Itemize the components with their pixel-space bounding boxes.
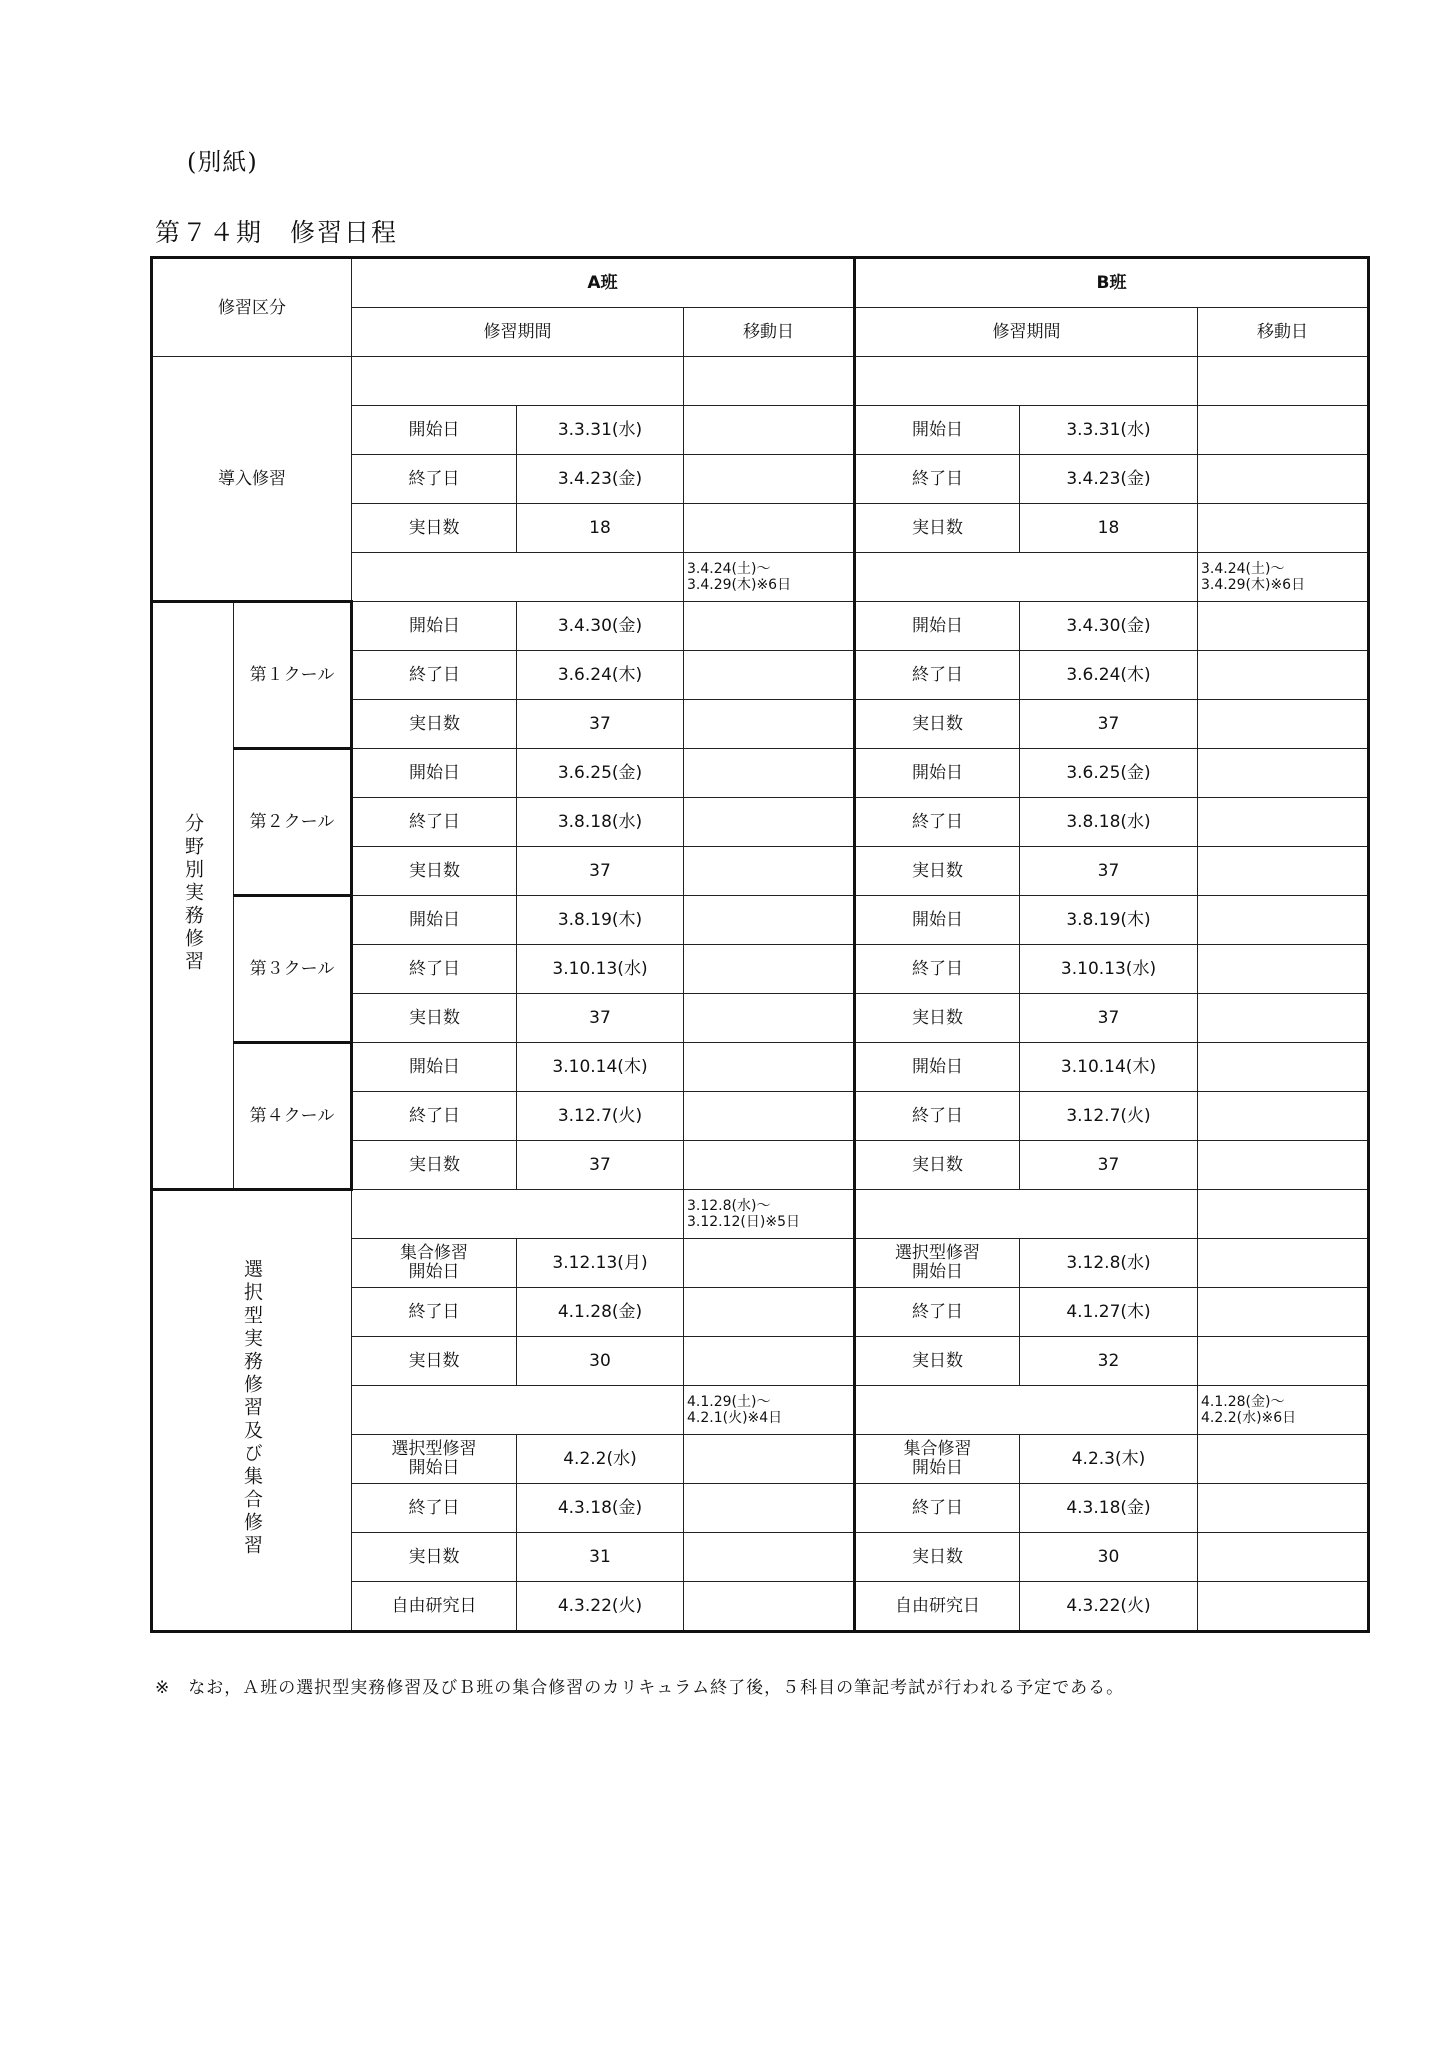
label-end: 終了日 — [352, 945, 517, 994]
label-days: 実日数 — [352, 994, 517, 1043]
cool-4-b-days: 37 — [1020, 1141, 1198, 1190]
cool-4-b-end: 3.12.7(火) — [1020, 1092, 1198, 1141]
selective-a2-days: 31 — [517, 1533, 684, 1582]
selective-a-move2: 4.1.29(土)～ 4.2.1(火)※4日 — [684, 1386, 855, 1435]
label-end: 終了日 — [855, 455, 1020, 504]
label-end: 終了日 — [855, 1092, 1020, 1141]
selective-a1-end: 4.1.28(金) — [517, 1288, 684, 1337]
cool-3-b-end: 3.10.13(水) — [1020, 945, 1198, 994]
selective-b1-label: 選択型修習 開始日 — [855, 1239, 1020, 1288]
selective-label: 選択型実務修習及び集合修習 — [241, 1258, 263, 1558]
label-end: 終了日 — [855, 798, 1020, 847]
cool-4-a-start: 3.10.14(木) — [517, 1043, 684, 1092]
intro-b-days: 18 — [1020, 504, 1198, 553]
selective-a2-end: 4.3.18(金) — [517, 1484, 684, 1533]
selective-b1-end: 4.1.27(木) — [1020, 1288, 1198, 1337]
label-days: 実日数 — [352, 847, 517, 896]
cool-1-b-end: 3.6.24(木) — [1020, 651, 1198, 700]
intro-b-start: 3.3.31(水) — [1020, 406, 1198, 455]
label-days: 実日数 — [855, 1141, 1020, 1190]
label-days: 実日数 — [855, 1337, 1020, 1386]
intro-b-move: 3.4.24(土)～ 3.4.29(木)※6日 — [1198, 553, 1369, 602]
cool-2-b-start: 3.6.25(金) — [1020, 749, 1198, 798]
cool-1-label: 第１クール — [234, 602, 352, 749]
label-start: 開始日 — [855, 406, 1020, 455]
footnote: ※ なお，Ａ班の選択型実務修習及びＢ班の集合修習のカリキュラム終了後，５科目の筆記考試が行われる予定である。 — [155, 1678, 1125, 1698]
selective-a2-label: 選択型修習 開始日 — [352, 1435, 517, 1484]
selective-b-free: 4.3.22(火) — [1020, 1582, 1198, 1632]
intro-a-move: 3.4.24(土)～ 3.4.29(木)※6日 — [684, 553, 855, 602]
label-start: 開始日 — [352, 406, 517, 455]
cool-2-b-days: 37 — [1020, 847, 1198, 896]
label-days: 実日数 — [855, 847, 1020, 896]
label-start: 開始日 — [352, 602, 517, 651]
selective-label-cell — [152, 1190, 352, 1632]
label-start: 開始日 — [855, 602, 1020, 651]
field-label-cell — [152, 602, 234, 1190]
cool-3-a-days: 37 — [517, 994, 684, 1043]
field-label: 分野別実務修習 — [182, 812, 204, 974]
label-end: 終了日 — [855, 651, 1020, 700]
cool-1-a-days: 37 — [517, 700, 684, 749]
label-start: 開始日 — [855, 1043, 1020, 1092]
header-category: 修習区分 — [152, 258, 352, 357]
label-days: 実日数 — [855, 1533, 1020, 1582]
label-start: 開始日 — [352, 896, 517, 945]
header-b-move: 移動日 — [1198, 308, 1369, 357]
cool-3-a-end: 3.10.13(水) — [517, 945, 684, 994]
label-days: 実日数 — [855, 504, 1020, 553]
cool-3-b-days: 37 — [1020, 994, 1198, 1043]
selective-a2-start: 4.2.2(水) — [517, 1435, 684, 1484]
label-start: 開始日 — [352, 1043, 517, 1092]
header-group-a: A班 — [352, 258, 855, 308]
intro-a-end: 3.4.23(金) — [517, 455, 684, 504]
label-days: 実日数 — [352, 1141, 517, 1190]
label-end: 終了日 — [855, 1288, 1020, 1337]
header-a-period: 修習期間 — [352, 308, 684, 357]
selective-b1-days: 32 — [1020, 1337, 1198, 1386]
label-end: 終了日 — [352, 651, 517, 700]
cool-4-b-start: 3.10.14(木) — [1020, 1043, 1198, 1092]
label-days: 実日数 — [855, 700, 1020, 749]
selective-a-free: 4.3.22(火) — [517, 1582, 684, 1632]
cool-3-b-start: 3.8.19(木) — [1020, 896, 1198, 945]
label-end: 終了日 — [352, 1288, 517, 1337]
header-b-period: 修習期間 — [855, 308, 1198, 357]
intro-b-end: 3.4.23(金) — [1020, 455, 1198, 504]
intro-a-start: 3.3.31(水) — [517, 406, 684, 455]
label-days: 実日数 — [352, 1337, 517, 1386]
cool-4-label: 第４クール — [234, 1043, 352, 1190]
cool-2-a-end: 3.8.18(水) — [517, 798, 684, 847]
selective-b2-end: 4.3.18(金) — [1020, 1484, 1198, 1533]
selective-b2-start: 4.2.3(木) — [1020, 1435, 1198, 1484]
cool-3-a-start: 3.8.19(木) — [517, 896, 684, 945]
free-research-label: 自由研究日 — [352, 1582, 517, 1632]
cool-1-b-days: 37 — [1020, 700, 1198, 749]
label-end: 終了日 — [352, 1484, 517, 1533]
selective-a-move1: 3.12.8(水)～ 3.12.12(日)※5日 — [684, 1190, 855, 1239]
cool-2-a-days: 37 — [517, 847, 684, 896]
page-title: 第７４期 修習日程 — [155, 218, 399, 247]
free-research-label: 自由研究日 — [855, 1582, 1020, 1632]
label-days: 実日数 — [352, 700, 517, 749]
selective-b1-start: 3.12.8(水) — [1020, 1239, 1198, 1288]
selective-b2-label: 集合修習 開始日 — [855, 1435, 1020, 1484]
cool-1-a-start: 3.4.30(金) — [517, 602, 684, 651]
label-start: 開始日 — [855, 896, 1020, 945]
selective-a1-start: 3.12.13(月) — [517, 1239, 684, 1288]
cool-2-a-start: 3.6.25(金) — [517, 749, 684, 798]
cool-2-b-end: 3.8.18(水) — [1020, 798, 1198, 847]
label-end: 終了日 — [352, 1092, 517, 1141]
cool-4-a-end: 3.12.7(火) — [517, 1092, 684, 1141]
cool-3-label: 第３クール — [234, 896, 352, 1043]
cool-4-a-days: 37 — [517, 1141, 684, 1190]
cool-1-a-end: 3.6.24(木) — [517, 651, 684, 700]
label-days: 実日数 — [352, 1533, 517, 1582]
intro-a-days: 18 — [517, 504, 684, 553]
selective-b-move2: 4.1.28(金)～ 4.2.2(水)※6日 — [1198, 1386, 1369, 1435]
cool-1-b-start: 3.4.30(金) — [1020, 602, 1198, 651]
header-a-move: 移動日 — [684, 308, 855, 357]
cool-2-label: 第２クール — [234, 749, 352, 896]
selective-a1-label: 集合修習 開始日 — [352, 1239, 517, 1288]
label-end: 終了日 — [855, 1484, 1020, 1533]
label-days: 実日数 — [855, 994, 1020, 1043]
selective-b2-days: 30 — [1020, 1533, 1198, 1582]
intro-label: 導入修習 — [152, 357, 352, 602]
label-end: 終了日 — [855, 945, 1020, 994]
schedule-table — [150, 256, 1370, 1633]
label-end: 終了日 — [352, 798, 517, 847]
label-days: 実日数 — [352, 504, 517, 553]
header-group-b: B班 — [855, 258, 1369, 308]
attachment-note: (別紙) — [187, 148, 258, 176]
selective-a1-days: 30 — [517, 1337, 684, 1386]
label-end: 終了日 — [352, 455, 517, 504]
label-start: 開始日 — [855, 749, 1020, 798]
label-start: 開始日 — [352, 749, 517, 798]
